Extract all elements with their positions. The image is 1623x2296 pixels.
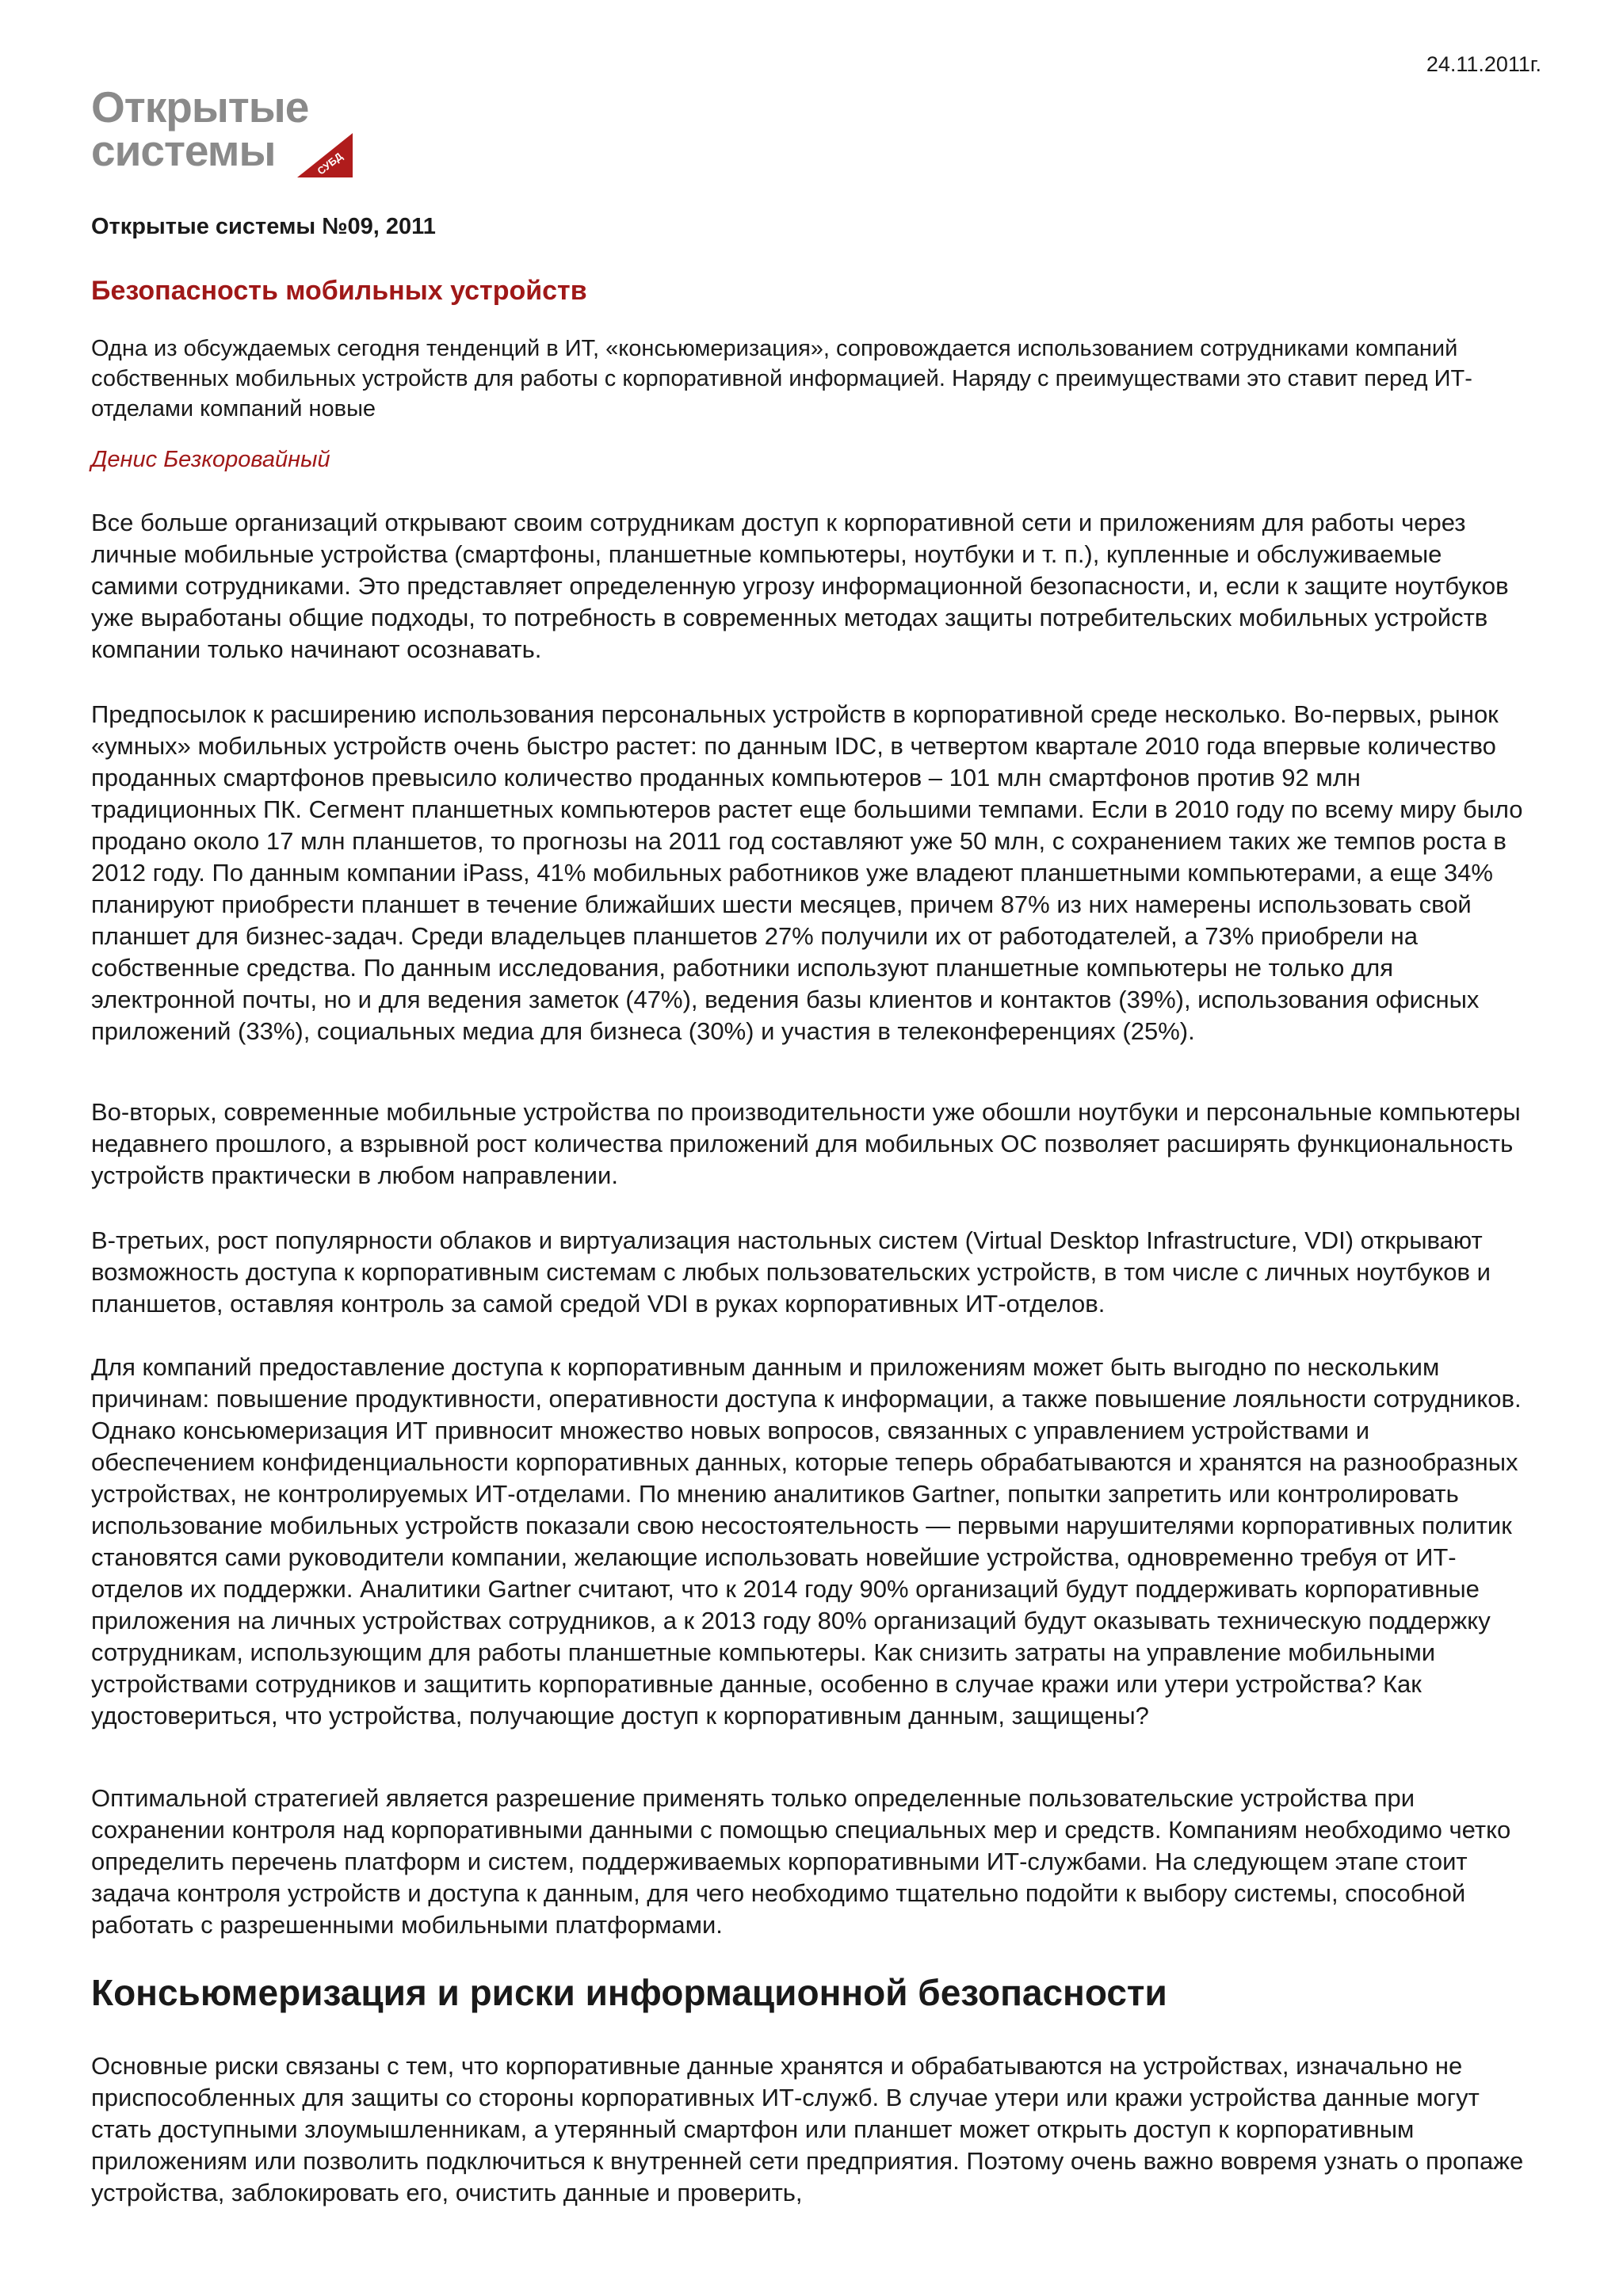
publication-logo (91, 82, 353, 181)
paragraph-5: Для компаний предоставление доступа к корпоративным данным и приложениям может быть выгодно по нескольким причинам: повышение продуктивности, оперативности доступа к информации, а также повышение лояльности сотрудников. Однако консьюмеризация ИТ привносит множество новых вопросов, связанных с управлением устройствами и обеспечением конфиденциальности корпоративных данных, которые теперь обрабатываются и хранятся на разнообразных устройствах, не контролируемых ИТ-отделами. По мнению аналитиков Gartner, попытки запретить или контролировать использование мобильных устройств показали свою несостоятельность — первыми нарушителями корпоративных политик становятся сами руководители компании, желающие использовать новейшие устройства, одновременно требуя от ИТ-отделов их поддержки. Аналитики Gartner считают, что к 2014 году 90% организаций будут поддерживать корпоративные приложения на личных устройствах сотрудников, а к 2013 году 80% организаций будут оказывать техническую поддержку сотрудникам, использующим для работы планшетные компьютеры. Как снизить затраты на управление мобильными устройствами сотрудников и защитить корпоративные данные, особенно в случае кражи или утери устройства? Как удостовериться, что устройства, получающие доступ к корпоративным данным, защищены? (91, 1353, 1522, 1730)
paragraph-3: Во-вторых, современные мобильные устройства по производительности уже обошли ноутбуки и персональные компьютеры недавнего прошлого, а взрывной рост количества приложений для мобильных ОС позволяет расширять функциональность устройств практически в любом направлении. (91, 1098, 1521, 1189)
logo-badge-text: СУБД (315, 150, 346, 177)
issue-line: Открытые системы №09, 2011 (91, 214, 436, 239)
section-paragraph: Основные риски связаны с тем, что корпоративные данные хранятся и обрабатываются на устройствах, изначально не приспособленных для защиты со стороны корпоративных ИТ-служб. В случае утери или кражи устройства данные могут стать доступными злоумышленникам, а утерянный смартфон или планшет может открыть доступ к корпоративным приложениям или позволить подключиться к внутренней сети предприятия. Поэтому очень важно вовремя узнать о пропаже устройства, заблокировать его, очистить данные и проверить, (91, 2052, 1524, 2206)
paragraph-4: В-третьих, рост популярности облаков и виртуализация настольных систем (Virtual Desktop Infrastructure, VDI) открывают возможность доступа к корпоративным системам с любых пользовательских устройств, в том числе с личных ноутбуков и планшетов, оставляя контроль за самой средой VDI в руках корпоративных ИТ-отделов. (91, 1226, 1491, 1318)
logo-line-2: системы (91, 126, 276, 175)
article-author: Денис Безкоровайный (91, 447, 330, 472)
section-heading: Консьюмеризация и риски информационной безопасности (91, 1972, 1167, 2013)
logo-badge-icon (297, 133, 353, 177)
logo-line-1: Открытые (91, 82, 309, 132)
paragraph-1: Все больше организаций открывают своим сотрудникам доступ к корпоративной сети и приложениям для работы через личные мобильные устройства (смартфоны, планшетные компьютеры, ноутбуки и т. п.), купленные и обслуживаемые самими сотрудниками. Это представляет определенную угрозу информационной безопасности, и, если к защите ноутбуков уже выработаны общие подходы, то потребность в современных методах защиты потребительских мобильных устройств компании только начинают осознавать. (91, 509, 1509, 663)
article-lead: Одна из обсуждаемых сегодня тенденций в ИТ, «консьюмеризация», сопровождается использованием сотрудниками компаний собственных мобильных устройств для работы с корпоративной информацией. Наряду с преимуществами это ставит перед ИТ-отделами компаний новые (91, 336, 1472, 421)
paragraph-6: Оптимальной стратегией является разрешение применять только определенные пользовательские устройства при сохранении контроля над корпоративными данными с помощью специальных мер и средств. Компаниям необходимо четко определить перечень платформ и систем, поддерживаемых корпоративными ИТ-службами. На следующем этапе стоит задача контроля устройств и доступа к данным, для чего необходимо тщательно подойти к выбору системы, способной работать с разрешенными мобильными платформами. (91, 1784, 1511, 1939)
article-title: Безопасность мобильных устройств (91, 276, 587, 306)
document-date: 24.11.2011г. (1426, 52, 1541, 76)
paragraph-2: Предпосылок к расширению использования персональных устройств в корпоративной среде несколько. Во-первых, рынок «умных» мобильных устройств очень быстро растет: по данным IDC, в четвертом квартале 2010 года впервые количество проданных смартфонов превысило количество проданных компьютеров – 101 млн смартфонов против 92 млн традиционных ПК. Сегмент планшетных компьютеров растет еще большими темпами. Если в 2010 году по всему миру было продано около 17 млн планшетов, то прогнозы на 2011 год составляют уже 50 млн, с сохранением таких же темпов роста в 2012 году. По данным компании iPass, 41% мобильных работников уже владеют планшетными компьютерами, а еще 34% планируют приобрести планшет в течение ближайших шести месяцев, причем 87% из них намерены использовать свой планшет для бизнес-задач. Среди владельцев планшетов 27% получили их от работодателей, а 73% приобрели на собственные средства. По данным исследования, работники используют планшетные компьютеры не только для электронной почты, но и для ведения заметок (47%), ведения базы клиентов и контактов (39%), использования офисных приложений (33%), социальных медиа для бизнеса (30%) и участия в телеконференциях (25%). (91, 700, 1523, 1045)
